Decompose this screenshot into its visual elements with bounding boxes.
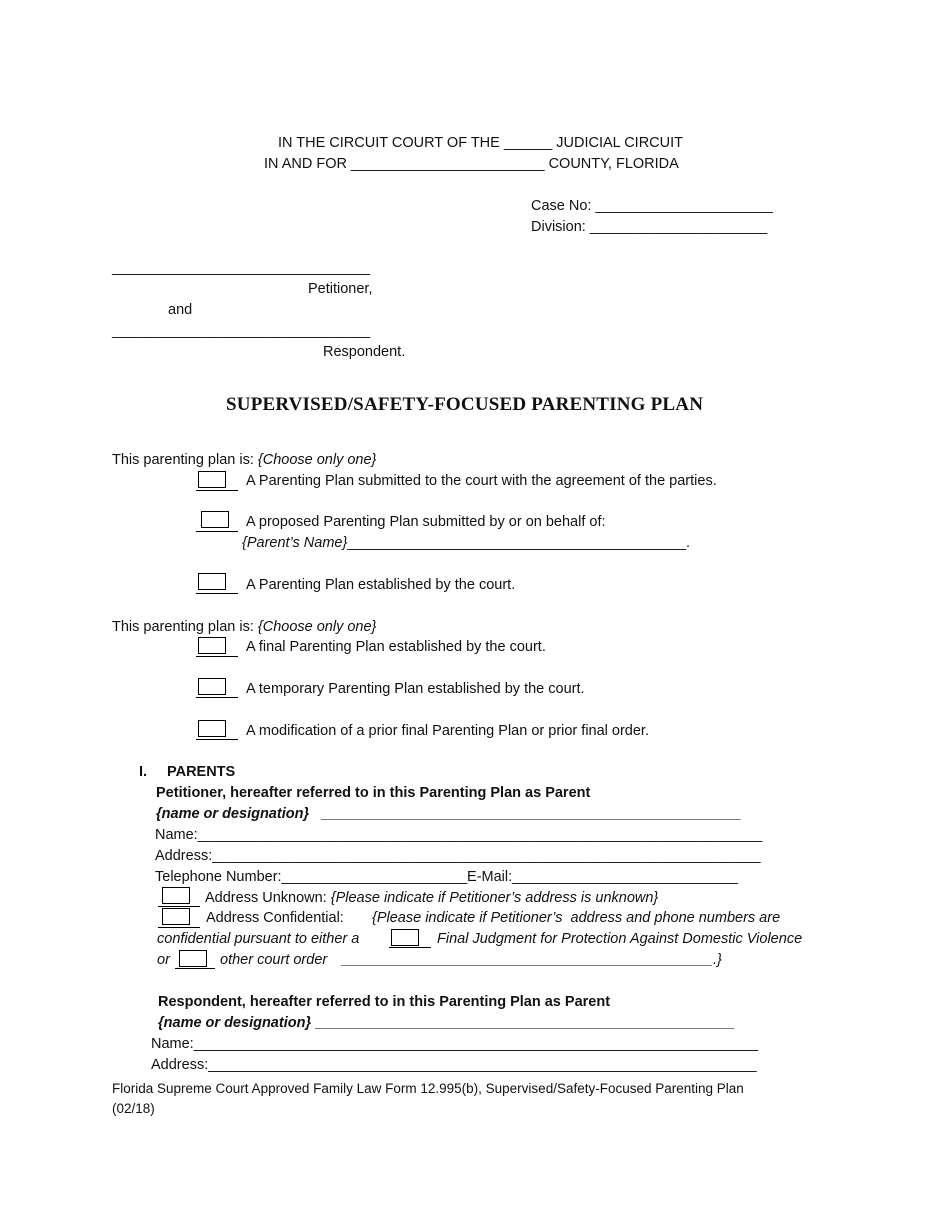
designation-line[interactable]: ____________________________________________________: [311, 1015, 735, 1031]
court-header-line-2: IN AND FOR ________________________ COUNTY, FLORIDA: [264, 156, 679, 172]
parent-name-line[interactable]: __________________________________________.: [347, 535, 691, 551]
option-court-plan: A Parenting Plan established by the court.: [246, 577, 516, 593]
plan-type-intro-2: [112, 617, 376, 637]
other-court-order-field[interactable]: ______________________________________________.}: [342, 952, 722, 968]
plan-type-hint: {Choose only one}: [257, 452, 377, 468]
designation-label: {name or designation}: [156, 806, 310, 822]
respondent-name-field[interactable]: Name:______________________________________________________________________: [151, 1036, 759, 1052]
petitioner-designation-field[interactable]: [156, 804, 741, 824]
checkbox-agreed-plan[interactable]: [198, 471, 226, 488]
checkbox-underline: [196, 697, 238, 698]
section-heading: PARENTS: [167, 764, 236, 780]
court-header-line-1: IN THE CIRCUIT COURT OF THE ______ JUDICIAL CIRCUIT: [278, 135, 684, 151]
case-number-field[interactable]: Case No: ______________________: [531, 198, 773, 214]
checkbox-address-confidential[interactable]: [162, 908, 190, 925]
parent-name-label: {Parent’s Name}: [242, 535, 348, 551]
checkbox-underline: [196, 656, 238, 657]
confidential-hint-line-3a: or: [157, 952, 174, 968]
footer-form-date: (02/18): [112, 1101, 155, 1116]
plan-type-hint: {Choose only one}: [257, 619, 377, 635]
petitioner-telephone-email-field[interactable]: Telephone Number:_______________________E-Mail:____________________________: [155, 869, 738, 885]
checkbox-underline: [158, 906, 200, 907]
petitioner-label: Petitioner,: [308, 281, 373, 297]
and-label: and: [168, 302, 193, 318]
plan-type-intro-1: [112, 450, 376, 470]
petitioner-name-line[interactable]: ________________________________: [112, 260, 371, 276]
checkbox-underline: [389, 947, 431, 948]
confidential-hint-line-1: {Please indicate if Petitioner’s address and phone numbers are: [372, 910, 781, 926]
checkbox-underline: [158, 927, 200, 928]
option-agreed-plan: A Parenting Plan submitted to the court with the agreement of the parties.: [246, 473, 717, 489]
option-final-plan: A final Parenting Plan established by the court.: [246, 639, 546, 655]
checkbox-underline: [175, 968, 215, 969]
checkbox-temporary-plan[interactable]: [198, 678, 226, 695]
respondent-address-field[interactable]: Address:____________________________________________________________________: [151, 1057, 757, 1073]
respondent-name-line[interactable]: ________________________________: [112, 323, 371, 339]
plan-type-intro-text: This parenting plan is:: [112, 619, 258, 635]
footer-form-citation: Florida Supreme Court Approved Family Law Form 12.995(b), Supervised/Safety-Focused Parenting Plan: [112, 1081, 744, 1096]
document-title: SUPERVISED/SAFETY-FOCUSED PARENTING PLAN: [226, 394, 704, 415]
checkbox-court-plan[interactable]: [198, 573, 226, 590]
confidential-hint-line-2a: confidential pursuant to either a: [157, 931, 364, 947]
checkbox-underline: [196, 739, 238, 740]
checkbox-other-court-order[interactable]: [179, 950, 207, 967]
petitioner-heading: Petitioner, hereafter referred to in this Parenting Plan as Parent: [156, 785, 591, 801]
address-unknown-hint: {Please indicate if Petitioner’s address is unknown}: [330, 890, 659, 906]
checkbox-proposed-plan[interactable]: [201, 511, 229, 528]
checkbox-modification-plan[interactable]: [198, 720, 226, 737]
respondent-label: Respondent.: [323, 344, 406, 360]
plan-type-intro-text: This parenting plan is:: [112, 452, 258, 468]
confidential-hint-line-2b: Final Judgment for Protection Against Domestic Violence: [433, 931, 803, 947]
checkbox-underline: [196, 593, 238, 594]
respondent-designation-field[interactable]: [158, 1013, 734, 1033]
checkbox-address-unknown[interactable]: [162, 887, 190, 904]
address-unknown-label: Address Unknown:: [205, 890, 331, 906]
confidential-hint-line-3b: other court order: [216, 952, 332, 968]
option-proposed-plan: A proposed Parenting Plan submitted by or on behalf of:: [246, 514, 606, 530]
designation-line[interactable]: ____________________________________________________: [309, 806, 741, 822]
designation-label: {name or designation}: [158, 1015, 312, 1031]
checkbox-final-plan[interactable]: [198, 637, 226, 654]
section-number: I.: [139, 764, 148, 780]
checkbox-domestic-violence-judgment[interactable]: [391, 929, 419, 946]
checkbox-underline: [196, 531, 238, 532]
address-confidential-label: Address Confidential:: [206, 910, 352, 926]
petitioner-name-field[interactable]: Name:______________________________________________________________________: [155, 827, 763, 843]
respondent-heading: Respondent, hereafter referred to in this Parenting Plan as Parent: [158, 994, 611, 1010]
option-temporary-plan: A temporary Parenting Plan established by the court.: [246, 681, 585, 697]
parent-name-field[interactable]: [242, 533, 690, 553]
address-unknown-option: [205, 888, 658, 908]
checkbox-underline: [196, 490, 238, 491]
division-field[interactable]: Division: ______________________: [531, 219, 768, 235]
petitioner-address-field[interactable]: Address:____________________________________________________________________: [155, 848, 761, 864]
option-modification-plan: A modification of a prior final Parenting Plan or prior final order.: [246, 723, 649, 739]
